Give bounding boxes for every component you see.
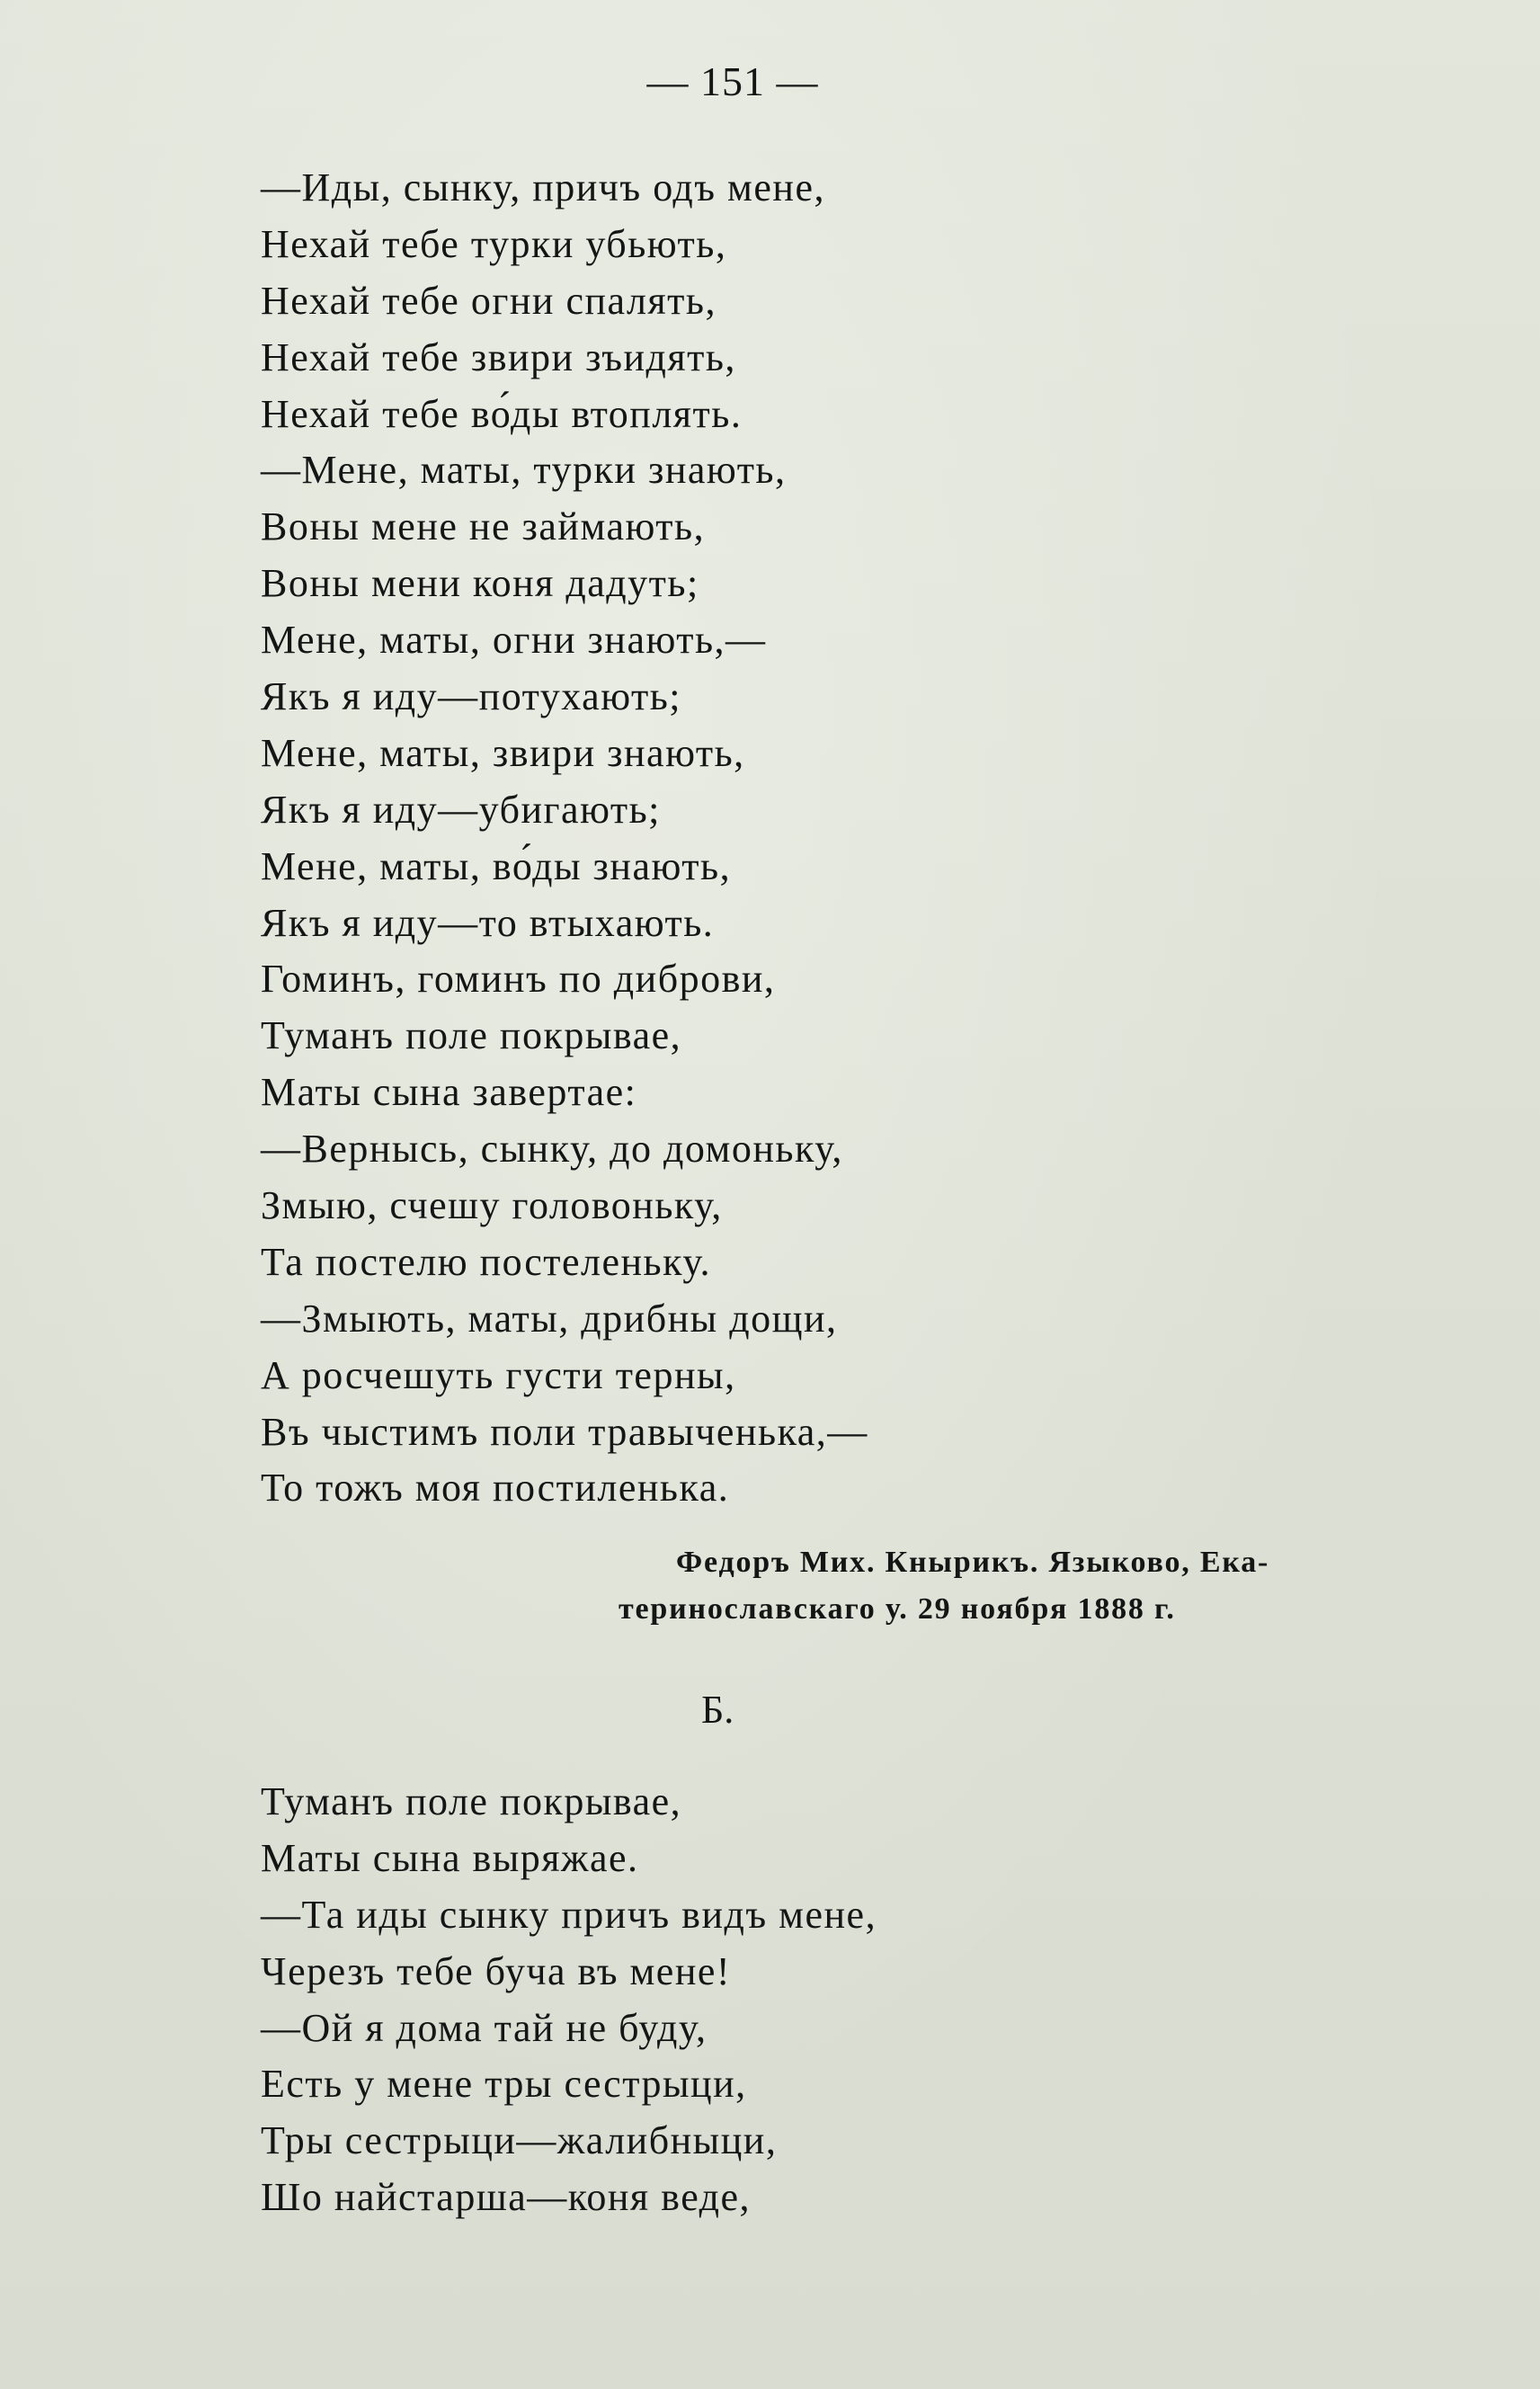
verse-line: —Иды, сынку, причъ одъ мене, [261,165,826,209]
verse-line: Нехай тебе во́ды втоплять. [261,391,743,436]
verse-line: Нехай тебе звири зъидять, [261,334,736,379]
verse-line: Мене, маты, во́ды знають, [261,843,732,888]
verse-line: Нехай тебе турки убьють, [261,221,727,266]
bleed-through-text [1079,162,1088,334]
poem-variant-b [261,1774,877,2226]
verse-line: Тры сестрыци—жалибныци, [261,2118,778,2163]
verse-line: Туманъ поле покрывае, [261,1779,682,1823]
verse-line: —Та иды сынку причъ видъ мене, [261,1892,877,1937]
verse-line: Черезъ тебе буча въ мене! [261,1948,732,1993]
verse-line: Гоминъ, гоминъ по диброви, [261,957,776,1002]
verse-line: Якъ я иду—потухають; [261,674,682,719]
verse-line: —Ой я дома тай не буду, [261,2005,708,2050]
verse-line: Та постелю постеленьку. [261,1239,711,1284]
verse-line: Нехай тебе огни спалять, [261,278,717,323]
poem-variant-a [261,160,868,1517]
verse-line: То тожъ моя постиленька. [261,1466,730,1511]
verse-line: Туманъ поле покрывае, [261,1013,682,1058]
verse-line: Якъ я иду—убигають; [261,787,661,832]
verse-line: Въ чыстимъ поли травыченька,— [261,1409,868,1454]
section-label: Б. [701,1688,734,1732]
page-number: — 151 — [646,58,819,104]
attribution-line-1: Федоръ Мих. Кнырикъ. Языково, Ека- [676,1546,1270,1579]
verse-line: —Вернысь, сынку, до домоньку, [261,1127,843,1172]
verse-line: Мене, маты, огни знають,— [261,618,767,663]
verse-line: Змыю, счешу головоньку, [261,1183,723,1228]
verse-line: А росчешуть густи терны, [261,1352,736,1397]
verse-line: Маты сына выряжае. [261,1835,639,1880]
verse-line: Воны мене не займають, [261,504,706,549]
verse-line: Якъ я иду—то втыхають. [261,900,715,945]
verse-line: —Мене, маты, турки знають, [261,448,787,493]
verse-line: Маты сына завертае: [261,1070,637,1115]
verse-line: Шо найстарша—коня веде, [261,2175,752,2220]
attribution-line-2: теринославскаго у. 29 ноября 1888 г. [619,1592,1176,1626]
verse-line: —Змыють, маты, дрибны дощи, [261,1296,838,1341]
verse-line: Мене, маты, звири знають, [261,730,745,775]
verse-line: Воны мени коня дадуть; [261,561,699,606]
verse-line: Есть у мене тры сестрыци, [261,2062,747,2107]
